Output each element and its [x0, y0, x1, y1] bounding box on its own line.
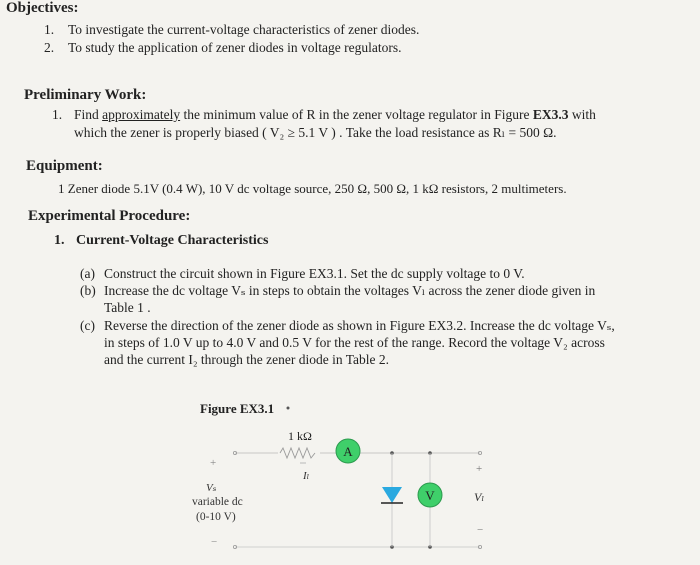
- preliminary-text: with: [568, 107, 596, 122]
- figure-title: Figure EX3.1: [200, 401, 275, 416]
- procedure-section-number: 1.: [54, 233, 65, 248]
- step-line: Construct the circuit shown in Figure EX3.1. Set the dc supply voltage to 0 V.: [104, 266, 525, 281]
- source-description: variable dc: [192, 496, 243, 508]
- minus-sign: −: [211, 536, 218, 548]
- preliminary-heading: Preliminary Work:: [24, 87, 147, 103]
- equipment-heading: Equipment:: [26, 158, 103, 174]
- source-range: (0-10 V): [196, 511, 236, 523]
- step-line: Table 1 .: [104, 300, 151, 315]
- objectives-heading: Objectives:: [6, 0, 79, 16]
- preliminary-underlined: approximately: [102, 107, 181, 122]
- preliminary-text: Find: [74, 107, 103, 122]
- preliminary-text: the minimum value of R in the zener voltage regulator in Figure: [180, 107, 533, 122]
- objective-text: To investigate the current-voltage characteristics of zener diodes.: [68, 22, 420, 37]
- source-symbol: Vₛ: [206, 482, 217, 494]
- objective-number: 1.: [44, 22, 55, 37]
- plus-sign: +: [210, 457, 217, 469]
- vf-label: Vₗ: [474, 490, 485, 504]
- preliminary-line-1: [74, 107, 596, 123]
- preliminary-item-number: 1.: [52, 107, 63, 122]
- plus-sign: +: [476, 463, 483, 475]
- step-label: (a): [80, 266, 95, 281]
- step-label: (c): [80, 318, 95, 333]
- current-label: Iₗ: [303, 470, 310, 482]
- ammeter-label: A: [343, 444, 353, 459]
- minus-sign: −: [477, 524, 484, 536]
- objective-number: 2.: [44, 40, 55, 55]
- step-line: Reverse the direction of the zener diode as shown in Figure EX3.2. Increase the dc voltage Vₛ,: [104, 318, 615, 333]
- step-label: (b): [80, 283, 96, 298]
- zener-diode-icon: [382, 487, 402, 503]
- resistor-symbol: [280, 448, 315, 458]
- procedure-heading: Experimental Procedure:: [28, 208, 191, 224]
- resistor-label: 1 kΩ: [288, 429, 312, 443]
- procedure-section-title: Current-Voltage Characteristics: [76, 233, 269, 248]
- preliminary-figure-ref: EX3.3: [532, 107, 569, 122]
- voltmeter-label: V: [425, 488, 435, 503]
- objective-text: To study the application of zener diodes in voltage regulators.: [68, 40, 402, 55]
- step-line: and the current I₂ through the zener diode in Table 2.: [104, 352, 390, 367]
- circuit-diagram: [170, 385, 500, 560]
- step-line: Increase the dc voltage Vₛ in steps to obtain the voltages Vₗ across the zener diode given in: [104, 283, 596, 298]
- equipment-text: 1 Zener diode 5.1V (0.4 W), 10 V dc voltage source, 250 Ω, 500 Ω, 1 kΩ resistors, 2 multimeters.: [58, 181, 567, 196]
- figure-ex3-1: [170, 385, 500, 560]
- dot-mark: [287, 407, 290, 410]
- step-line: in steps of 1.0 V up to 4.0 V and 0.5 V for the rest of the range. Record the voltage V₂ across: [104, 335, 605, 350]
- preliminary-line-2: which the zener is properly biased ( V₂ ≥ 5.1 V ) . Take the load resistance as Rₗ = 500 Ω.: [74, 125, 557, 140]
